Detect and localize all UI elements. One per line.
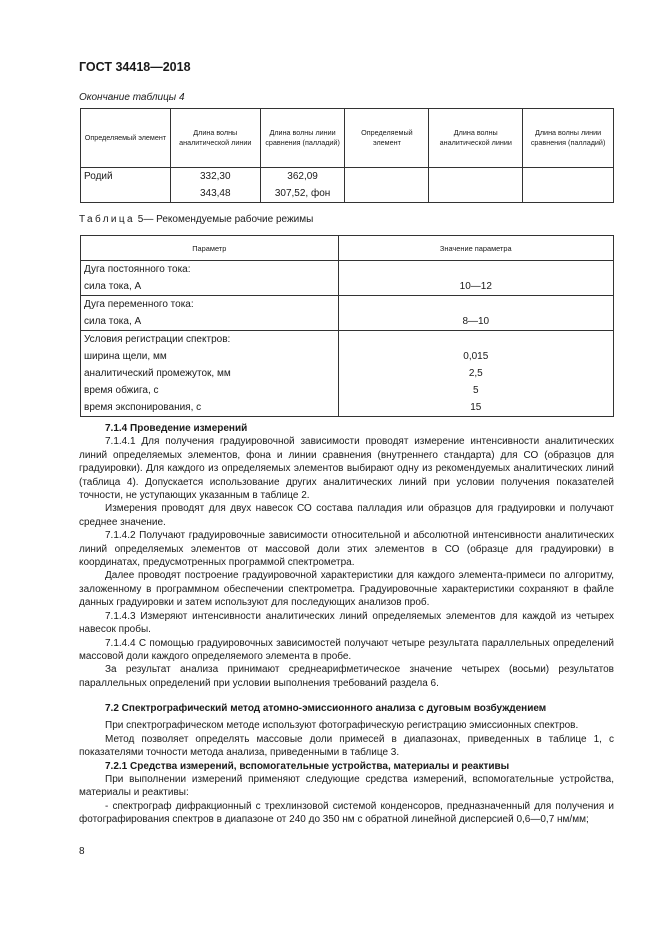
wavelength-value: 332,30: [199, 171, 231, 182]
parameter-value: 8—10: [462, 316, 490, 327]
parameter-label: сила тока, А: [84, 316, 142, 327]
table4-header-cell: Длина волны линии сравнения (палладий): [523, 109, 614, 168]
reference-wavelength-cell: [260, 168, 345, 203]
element-cell: [81, 168, 171, 203]
paragraph: 7.1.4.2 Получают градуировочные зависимости относительной и абсолютной интенсивности аналитических линий определяемых элементов от массовой доли этих элементов в СО (образце для градуировки) в координатах, предусмотренных программой спектрометра.: [79, 530, 614, 569]
table-row: [81, 331, 614, 417]
parameter-value: 15: [470, 402, 482, 413]
table4: [80, 108, 614, 203]
table5-caption-text: 5— Рекомендуемые рабочие режимы: [135, 214, 314, 225]
paragraph: Метод позволяет определять массовые доли примесей в диапазонах, приведенных в таблице 1, с показателями точности метода анализа, приведенными в таблице 3.: [79, 733, 614, 759]
table5-caption-label: Таблица: [79, 214, 136, 225]
parameter-label: Дуга переменного тока:: [84, 299, 194, 310]
table5: [80, 235, 614, 417]
page-number: 8: [79, 846, 85, 857]
table5-header-cell: Значение параметра: [338, 236, 613, 261]
paragraph: При выполнении измерений применяют следующие средства измерений, вспомогательные устройства, материалы и реактивы:: [79, 774, 614, 799]
table-row: [81, 168, 614, 203]
table4-header-cell: Определяемый элемент: [345, 109, 429, 168]
value-cell: [338, 331, 613, 417]
paragraph: - спектрограф дифракционный с трехлинзовой системой конденсоров, предназначенный для получения и фотографирования спектров в диапазоне от 240 до 350 нм с обратной линейной дисперсией 0,6—0,7 нм/мм;: [79, 800, 614, 826]
parameter-cell: [81, 261, 339, 296]
paragraph: При спектрографическом методе используют фотографическую регистрацию эмиссионных спектров.: [105, 720, 579, 732]
parameter-value: 2,5: [468, 368, 483, 379]
parameter-cell: [81, 296, 339, 331]
table4-caption: Окончание таблицы 4: [79, 92, 185, 103]
wavelength-value: 343,48: [199, 188, 231, 199]
section-heading: 7.2 Спектрографический метод атомно-эмиссионного анализа с дуговым возбуждением: [105, 703, 547, 714]
table-row: [81, 261, 614, 296]
parameter-label: Дуга постоянного тока:: [84, 264, 191, 275]
parameter-cell: [81, 331, 339, 417]
paragraph: 7.1.4.1 Для получения градуировочной зависимости проводят измерение интенсивности аналитических линий определяемых элементов, фона и линии сравнения (внутреннего стандарта) для СО (образцов для градуировки). Для каждого из определяемых элементов выбирают одну из рекомендуемых аналитических линий (таблица 4). Допускается использование других аналитических линий при условии получения показателей точности, не уступающих указанным в таблице 2.: [79, 436, 614, 502]
value-cell: [338, 261, 613, 296]
parameter-label: аналитический промежуток, мм: [84, 368, 231, 379]
parameter-label: время обжига, с: [84, 385, 159, 396]
parameter-label: ширина щели, мм: [84, 351, 167, 362]
parameter-label: сила тока, А: [84, 281, 142, 292]
parameter-value: 5: [473, 385, 479, 396]
table5-header-cell: Параметр: [81, 236, 339, 261]
paragraph: За результат анализа принимают среднеарифметическое значение четырех (восьми) результатов параллельных определений при условии выполнения требований раздела 6.: [79, 664, 614, 689]
wavelength-value: 307,52, фон: [274, 188, 331, 199]
paragraph: Измерения проводят для двух навесок СО состава палладия или образцов для градуировки и получают среднее значение.: [79, 503, 614, 528]
value-cell: [338, 296, 613, 331]
element-name: Родий: [84, 171, 113, 182]
parameter-value: 10—12: [459, 281, 492, 292]
table5-header-row: [81, 236, 614, 261]
section-7-2: [79, 702, 614, 827]
table5-caption: [79, 214, 313, 225]
section-7-1-4: [79, 422, 614, 690]
table-row: [81, 296, 614, 331]
parameter-value: 0,015: [463, 351, 489, 362]
table4-header-cell: Длина волны аналитической линии: [429, 109, 523, 168]
empty-cell: [429, 168, 523, 203]
table4-header-cell: Длина волны линии сравнения (палладий): [260, 109, 345, 168]
wavelength-value: 362,09: [287, 171, 318, 182]
parameter-label: время экспонирования, с: [84, 402, 202, 413]
section-heading: 7.1.4 Проведение измерений: [105, 423, 248, 434]
section-heading: 7.2.1 Средства измерений, вспомогательные устройства, материалы и реактивы: [105, 760, 510, 772]
paragraph: 7.1.4.3 Измеряют интенсивности аналитических линий определяемых элементов для каждой из четырех навесок пробы.: [79, 610, 614, 636]
document-title: ГОСТ 34418—2018: [79, 60, 191, 74]
table4-header-cell: Определяемый элемент: [81, 109, 171, 168]
parameter-label: Условия регистрации спектров:: [84, 334, 231, 345]
paragraph: Далее проводят построение градуировочной характеристики для каждого элемента-примеси по алгоритму, заложенному в программном обеспечении спектрометра. Градуировочные характеристики сохраняют в файле данных градуировки и затем используют для последующих анализов проб.: [79, 570, 614, 609]
table4-header-row: [81, 109, 614, 168]
analytic-wavelength-cell: [170, 168, 260, 203]
empty-cell: [345, 168, 429, 203]
table4-header-cell: Длина волны аналитической линии: [170, 109, 260, 168]
empty-cell: [523, 168, 614, 203]
paragraph: 7.1.4.4 С помощью градуировочных зависимостей получают четыре результата параллельных определений массовой доли каждого определяемого элемента в пробе.: [79, 637, 614, 662]
